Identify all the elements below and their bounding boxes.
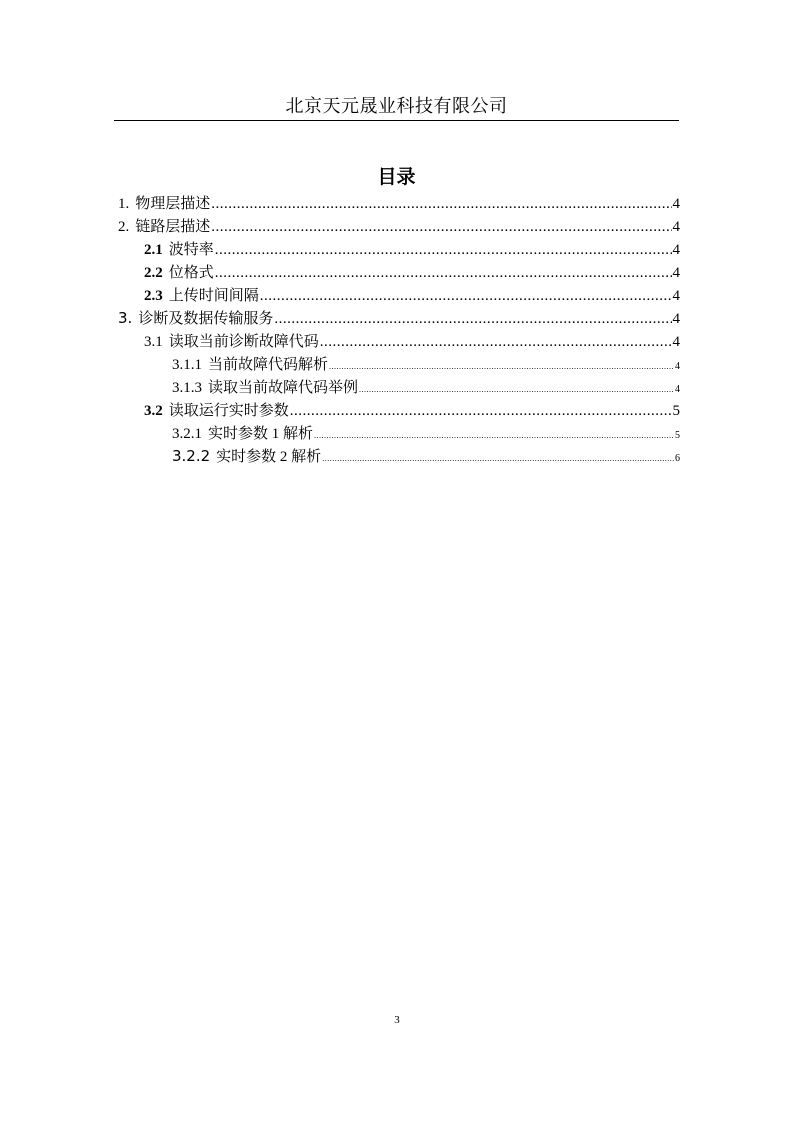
- toc-entry-number: 2.2: [144, 265, 163, 281]
- toc-entry-number: 3.2: [144, 403, 163, 419]
- toc-entry-title: 读取当前故障代码举例: [208, 380, 359, 396]
- toc-entry-title: 链路层描述: [135, 219, 211, 235]
- header-divider: [114, 120, 679, 121]
- toc-entry-3-2[interactable]: [114, 399, 680, 422]
- toc-entry-number: 3.2.2: [172, 447, 211, 465]
- toc-entry-title: 上传时间间隔: [168, 288, 259, 304]
- toc-entry-page: 5: [672, 403, 680, 419]
- toc-entry-title: 读取运行实时参数: [168, 403, 289, 419]
- toc-entry-number: 3.1.3: [172, 380, 202, 396]
- toc-dot-leader: [359, 385, 674, 394]
- toc-entry-page: 4: [672, 265, 680, 281]
- toc-entry-number: 3.2.1: [172, 426, 202, 442]
- toc-entry-page: 4: [672, 242, 680, 258]
- toc-entry-title: 诊断及数据传输服务: [138, 311, 274, 327]
- toc-dot-leader: [260, 288, 672, 305]
- toc-entry-page: 4: [672, 311, 680, 327]
- toc-entry-number: 1.: [118, 196, 130, 212]
- toc-dot-leader: [320, 334, 672, 351]
- toc-dot-leader: [211, 219, 671, 236]
- toc-entry-3-2-2[interactable]: [114, 445, 680, 468]
- toc-entry-2-2[interactable]: [114, 261, 680, 284]
- toc-entry-2-3[interactable]: [114, 284, 680, 307]
- toc-entry-page: 4: [672, 196, 680, 212]
- toc-entry-page: 4: [675, 384, 680, 395]
- toc-entry-3-1[interactable]: [114, 330, 680, 353]
- toc-entry-page: 4: [672, 334, 680, 350]
- toc-entry-3-2-1[interactable]: [114, 422, 680, 445]
- toc-entry-number: 2.1: [144, 242, 163, 258]
- toc-dot-leader: [274, 311, 671, 328]
- toc-dot-leader: [329, 362, 674, 371]
- toc-entry-number: 3.1.1: [172, 357, 202, 373]
- toc-entry-title: 当前故障代码解析: [208, 357, 329, 373]
- table-of-contents: [114, 192, 680, 468]
- toc-entry-1[interactable]: [114, 192, 680, 215]
- toc-dot-leader: [290, 403, 672, 420]
- toc-dot-leader: [322, 454, 674, 463]
- toc-entry-title: 实时参数 1 解析: [208, 426, 314, 442]
- toc-entry-title: 物理层描述: [135, 196, 211, 212]
- toc-entry-title: 位格式: [168, 265, 214, 281]
- page-header-company: 北京天元晟业科技有限公司: [285, 96, 508, 116]
- toc-title: 目录: [377, 166, 416, 188]
- toc-entry-number: 2.: [118, 219, 130, 235]
- toc-entry-title: 读取当前诊断故障代码: [168, 334, 319, 350]
- toc-dot-leader: [211, 196, 671, 213]
- toc-entry-number: 3.: [118, 309, 133, 327]
- toc-entry-2[interactable]: [114, 215, 680, 238]
- toc-entry-3[interactable]: [114, 307, 680, 330]
- toc-entry-3-1-3[interactable]: [114, 376, 680, 399]
- toc-dot-leader: [215, 242, 672, 259]
- toc-dot-leader: [314, 431, 674, 440]
- toc-entry-title: 实时参数 2 解析: [216, 449, 322, 465]
- toc-entry-page: 4: [675, 361, 680, 372]
- toc-entry-page: 5: [675, 430, 680, 441]
- toc-entry-2-1[interactable]: [114, 238, 680, 261]
- toc-dot-leader: [215, 265, 672, 282]
- toc-entry-page: 4: [672, 288, 680, 304]
- toc-entry-3-1-1[interactable]: [114, 353, 680, 376]
- toc-entry-page: 6: [675, 453, 680, 464]
- page-number: 3: [394, 1014, 400, 1026]
- toc-entry-number: 3.1: [144, 334, 163, 350]
- toc-entry-title: 波特率: [168, 242, 214, 258]
- toc-entry-number: 2.3: [144, 288, 163, 304]
- toc-entry-page: 4: [672, 219, 680, 235]
